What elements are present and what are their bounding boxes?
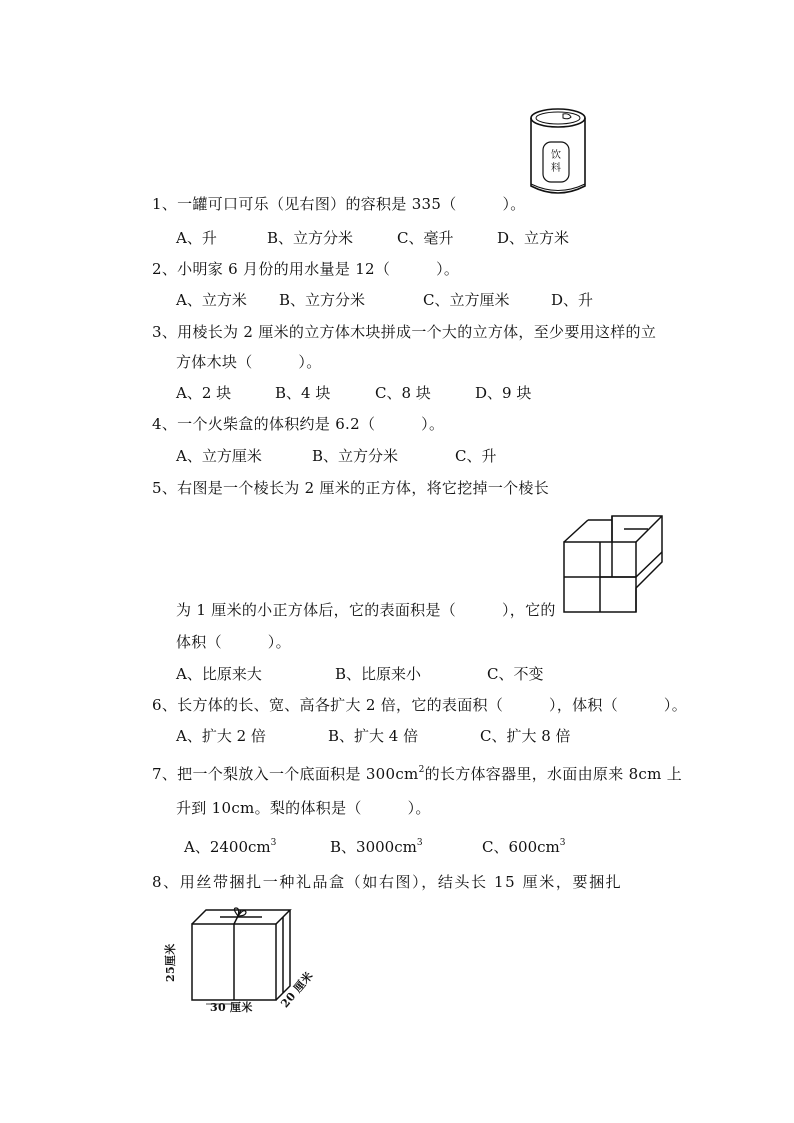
q1-option-d: D、立方米	[497, 229, 570, 247]
question-5-line-3: 体积（ ）。	[176, 633, 291, 651]
q1-option-c: C、毫升	[397, 229, 454, 247]
q3-option-d: D、9 块	[475, 384, 532, 402]
box-height-label: 25厘米	[164, 943, 177, 982]
q5-option-a: A、比原来大	[176, 665, 262, 683]
q5-option-b: B、比原来小	[335, 665, 422, 683]
q6-option-b: B、扩大 4 倍	[328, 727, 419, 745]
q4-option-c: C、升	[455, 447, 497, 465]
q2-option-d: D、升	[551, 291, 594, 309]
question-1-text: 1、一罐可口可乐（见右图）的容积是 335（ ）。	[152, 195, 526, 213]
question-3-line-1: 3、用棱长为 2 厘米的立方体木块拼成一个大的立方体，至少要用这样的立	[152, 323, 657, 341]
q3-option-a: A、2 块	[176, 384, 232, 402]
can-label-1: 饮	[551, 150, 562, 161]
question-7-line-1	[152, 764, 682, 784]
q4-option-a: A、立方厘米	[176, 447, 262, 465]
question-4-text: 4、一个火柴盒的体积约是 6.2（ ）。	[152, 415, 445, 433]
question-6-text: 6、长方体的长、宽、高各扩大 2 倍，它的表面积（ ），体积（ ）。	[152, 696, 688, 714]
q5-option-c: C、不变	[487, 665, 544, 683]
q7-option-c-label: C、600cm	[482, 838, 560, 856]
q7-option-b-label: B、3000cm	[330, 838, 417, 856]
q7-option-a-label: A、2400cm	[184, 838, 271, 856]
q7-option-c-exponent: 3	[559, 838, 566, 848]
q3-option-b: B、4 块	[275, 384, 331, 402]
q7-option-b	[330, 837, 423, 857]
question-3-line-2: 方体木块（ ）。	[176, 353, 322, 371]
q7-option-c	[482, 837, 565, 857]
question-5-line-1: 5、右图是一个棱长为 2 厘米的正方体，将它挖掉一个棱长	[152, 479, 550, 497]
q1-option-a: A、升	[176, 229, 217, 247]
question-2-text: 2、小明家 6 月份的用水量是 12（ ）。	[152, 260, 460, 278]
q4-option-b: B、立方分米	[312, 447, 399, 465]
q2-option-c: C、立方厘米	[423, 291, 510, 309]
q7-area-exponent: 2	[418, 765, 425, 775]
question-7-line-2: 升到 10cm。梨的体积是（ ）。	[176, 799, 431, 817]
box-depth-label: 20 厘米	[278, 969, 316, 1011]
q7-line1-part-b: 的长方体容器里，水面由原来 8cm 上	[424, 765, 683, 783]
box-width-label: 30 厘米	[210, 1001, 253, 1014]
question-8-line-1: 8、用丝带捆扎一种礼品盒（如右图），结头长 15 厘米，要捆扎	[152, 873, 623, 891]
q7-line1-part-a: 7、把一个梨放入一个底面积是 300cm	[152, 765, 419, 783]
q6-option-a: A、扩大 2 倍	[176, 727, 266, 745]
q1-option-b: B、立方分米	[267, 229, 354, 247]
q2-option-b: B、立方分米	[279, 291, 366, 309]
q7-option-b-exponent: 3	[416, 838, 423, 848]
question-5-line-2: 为 1 厘米的小正方体后，它的表面积是（ ），它的	[176, 601, 556, 619]
q2-option-a: A、立方米	[176, 291, 247, 309]
q7-option-a-exponent: 3	[270, 838, 277, 848]
q3-option-c: C、8 块	[375, 384, 431, 402]
cube-with-notch-figure	[560, 512, 666, 618]
can-label-2: 料	[551, 163, 562, 174]
q6-option-c: C、扩大 8 倍	[480, 727, 571, 745]
q7-option-a	[184, 837, 276, 857]
